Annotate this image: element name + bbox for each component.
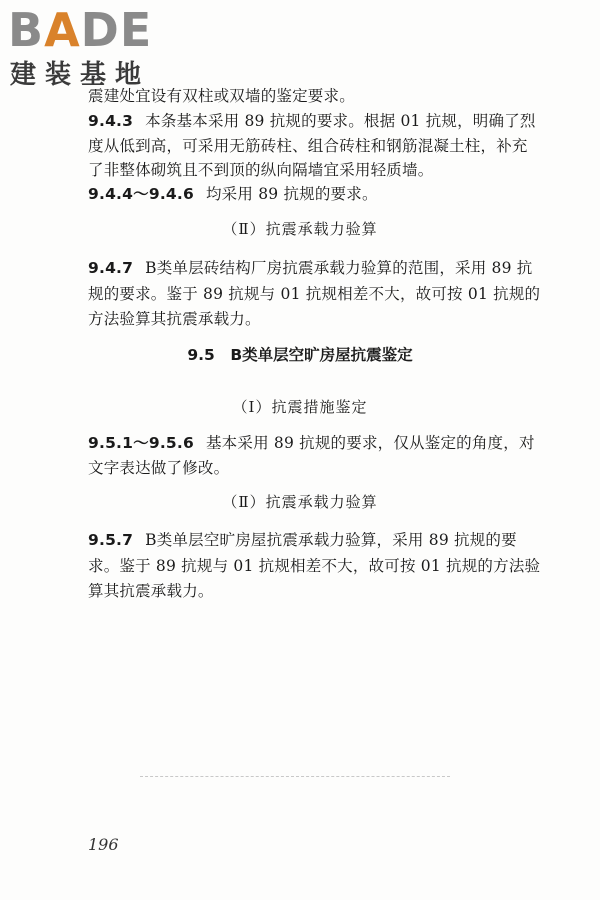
logo-letter-b: B bbox=[8, 3, 45, 57]
clause-number: 9.4.4～9.4.6 bbox=[88, 185, 194, 203]
clause-text: 基本采用 89 抗规的要求，仅从鉴定的角度，对 bbox=[205, 434, 535, 452]
text-line-5 bbox=[88, 184, 538, 204]
section-heading: 9.5 B类单层空旷房屋抗震鉴定 bbox=[187, 346, 413, 364]
clause-text: B类单层空旷房屋抗震承载力验算，采用 89 抗规的要 bbox=[145, 531, 517, 549]
page-number: 196 bbox=[88, 835, 119, 854]
clause-text: 本条基本采用 89 抗规的要求。根据 01 抗规，明确了烈 bbox=[145, 112, 536, 130]
logo-wordmark bbox=[8, 4, 152, 56]
clause-number: 9.4.3 bbox=[88, 112, 134, 130]
subsection-heading-3: （Ⅱ）抗震承载力验算 bbox=[222, 493, 378, 511]
subsection-heading-2: （Ⅰ）抗震措施鉴定 bbox=[232, 398, 368, 416]
clause-text: B类单层砖结构厂房抗震承载力验算的范围，采用 89 抗 bbox=[145, 259, 533, 277]
text-line-9 bbox=[88, 433, 538, 453]
text-line-6 bbox=[88, 258, 538, 278]
logo-letters-de: DE bbox=[80, 3, 153, 57]
text-line-10: 文字表达做了修改。 bbox=[88, 459, 230, 477]
text-line-3: 度从低到高，可采用无筋砖柱、组合砖柱和钢筋混凝土柱，补充 bbox=[88, 137, 528, 155]
subsection-heading-1: （Ⅱ）抗震承载力验算 bbox=[222, 220, 378, 238]
clause-number: 9.5.1～9.5.6 bbox=[88, 434, 194, 452]
clause-text: 均采用 89 抗规的要求。 bbox=[205, 185, 378, 203]
text-line-8: 方法验算其抗震承载力。 bbox=[88, 310, 261, 328]
text-line-4: 了非整体砌筑且不到顶的纵向隔墙宜采用轻质墙。 bbox=[88, 161, 434, 179]
logo-letter-a: A bbox=[44, 3, 81, 57]
text-line-13: 算其抗震承载力。 bbox=[88, 582, 214, 600]
text-line-7: 规的要求。鉴于 89 抗规与 01 抗规相差不大，故可按 01 抗规的 bbox=[88, 285, 541, 303]
text-line-1: 震建处宜设有双柱或双墙的鉴定要求。 bbox=[88, 87, 355, 105]
logo-subtitle: 建装基地 bbox=[10, 60, 151, 90]
text-line-2 bbox=[88, 111, 538, 131]
text-line-12: 求。鉴于 89 抗规与 01 抗规相差不大，故可按 01 抗规的方法验 bbox=[88, 557, 541, 575]
text-line-11 bbox=[88, 530, 538, 550]
watermark-logo bbox=[8, 4, 178, 96]
clause-number: 9.4.7 bbox=[88, 259, 134, 277]
clause-number: 9.5.7 bbox=[88, 531, 134, 549]
faint-bleed-line bbox=[140, 776, 450, 777]
